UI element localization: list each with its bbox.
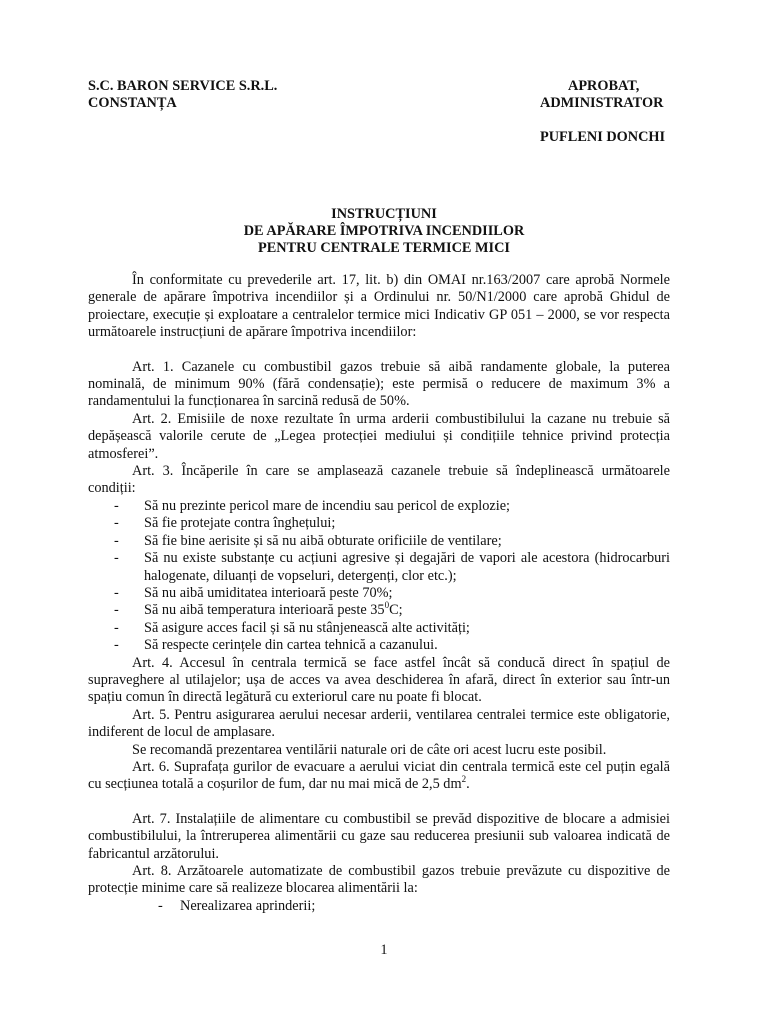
document-body: [88, 272, 670, 915]
title-line-1: INSTRUCȚIUNI: [331, 206, 437, 222]
title-line-2: DE APĂRARE ÎMPOTRIVA INCENDIILOR: [243, 223, 525, 239]
approver-role: ADMINISTRATOR: [540, 95, 664, 111]
list-item: - Să nu aibă temperatura interioară peste $35^0C$;: [114, 600, 403, 619]
company-city: CONSTANȚA: [88, 95, 177, 111]
article-3: Art. 3. Încăperile în care se amplasează cazanele trebuie să îndeplinească următoarele condiții:: [88, 463, 670, 497]
list-item: - Să nu existe substanțe cu acțiuni agresive și degajări de vapori ale acestora (hidrocarburi halogenate, diluanți de vopseluri, detergenți, clor etc.);: [114, 550, 670, 584]
article-2: Art. 2. Emisiile de noxe rezultate în urma arderii combustibilului la cazane nu trebuie să depășească valorile cerute de „Legea protecției mediului și condițiile tehnice privind protecția atmosferei”.: [88, 410, 670, 462]
article-4: Art. 4. Accesul în centrala termică se face astfel încât să conducă direct în spațiul de supraveghere al utilajelor; ușa de acces va avea deschiderea în afară, direct în exterior sau într-un spațiu comun în directă legătură cu exteriorul care nu poate fi blocat.: [88, 654, 670, 706]
page-number: 1: [380, 942, 388, 958]
article-6: Art. 6. Suprafața gurilor de evacuare a aerului viciat din centrala termică este cel puțin egală cu secțiunea totală a coșurilor de fum, dar nu mai mică de 2,5 $dm^2$.: [88, 758, 670, 793]
list-item: - Să fie protejate contra înghețului;: [114, 515, 336, 532]
list-item: - Să nu prezinte pericol mare de incendiu sau pericol de explozie;: [114, 497, 511, 514]
article-5: Art. 5. Pentru asigurarea aerului necesar arderii, ventilarea centralei termice este obligatorie, indiferent de locul de amplasare.: [88, 706, 670, 741]
list-item: - Să asigure acces facil și să nu stânjenească alte activități;: [114, 619, 470, 636]
title-line-3: PENTRU CENTRALE TERMICE MICI: [258, 240, 510, 256]
list-item: - Să fie bine aerisite și să nu aibă obturate orificiile de ventilare;: [114, 532, 502, 549]
article-5-note: Se recomandă prezentarea ventilării naturale ori de câte ori acest lucru este posibil.: [132, 741, 607, 758]
article-1: Art. 1. Cazanele cu combustibil gazos trebuie să aibă randamente globale, la puterea nominală, de minimum 90% (fără condensație); este permisă o reducere de maximum 3% a randamentului la funcționarea în sarcină redusă de 50%.: [88, 358, 670, 410]
intro-paragraph: În conformitate cu prevederile art. 17, lit. b) din OMAI nr.163/2007 care aprobă Normele generale de apărare împotriva incendiilor și a Ordinului nr. 50/N1/2000 care aprobă Ghidul de proiectare, execuție și exploatare a centralelor termice mici Indicativ GP 051 – 2000, se vor respecta următoarele instrucțiuni de apărare împotriva incendiilor:: [88, 272, 670, 341]
approval-label: APROBAT,: [568, 78, 640, 94]
list-item: - Să nu aibă umiditatea interioară peste 70%;: [114, 584, 393, 601]
company-name: S.C. BARON SERVICE S.R.L.: [88, 78, 278, 94]
list-item: - Nerealizarea aprinderii;: [158, 897, 316, 914]
article-7: Art. 7. Instalațiile de alimentare cu combustibil se prevăd dispozitive de blocare a admisiei combustibilului, la întreruperea alimentării cu gaze sau reducerea presiunii sub valoarea indicată de fabricantul arzătorului.: [88, 810, 670, 862]
approver-name: PUFLENI DONCHI: [540, 129, 666, 145]
article-8: Art. 8. Arzătoarele automatizate de combustibil gazos trebuie prevăzute cu dispozitive de protecție minime care să realizeze blocarea alimentării la:: [88, 863, 670, 897]
list-item: - Să respecte cerințele din cartea tehnică a cazanului.: [114, 637, 438, 654]
